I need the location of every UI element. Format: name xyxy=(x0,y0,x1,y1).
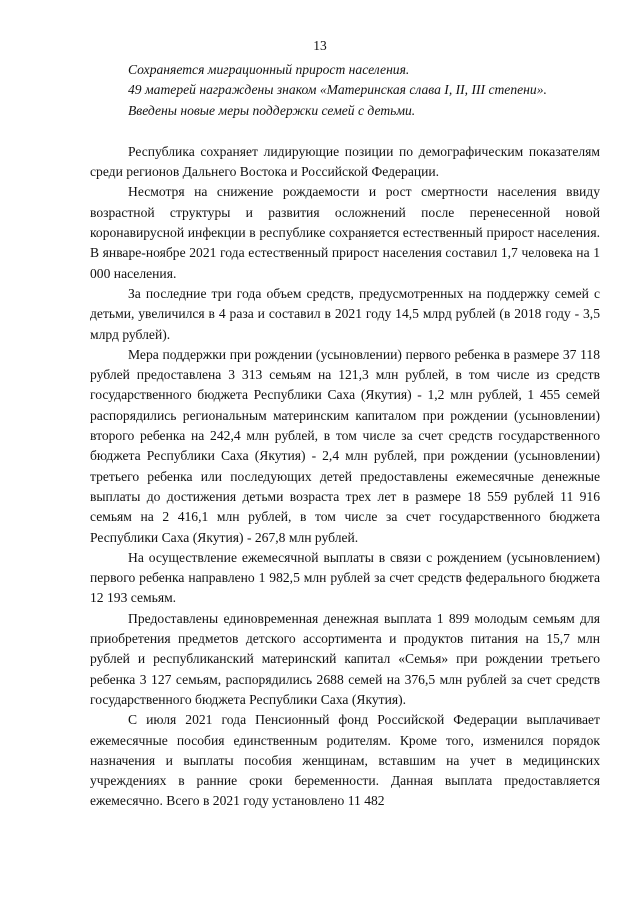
paragraph: За последние три года объем средств, предусмотренных на поддержку семей с детьми, увеличился в 4 раза и составил в 2021 году 14,5 млрд рублей (в 2018 году - 3,5 млрд рублей). xyxy=(90,285,600,342)
paragraph: С июля 2021 года Пенсионный фонд Российской Федерации выплачивает ежемесячные пособия единственным родителям. Кроме того, изменился порядок назначения и выплаты пособия женщинам, вставшим на учет в медицинских учреждениях в ранние сроки беременности. Данная выплата предоставляется ежемесячно. Всего в 2021 году установлено 11 482 xyxy=(90,712,600,809)
body-text xyxy=(90,142,600,812)
paragraph: Несмотря на снижение рождаемости и рост смертности населения ввиду возрастной структуры и развития осложнений после перенесенной новой коронавирусной инфекции в республике сохраняется естественный прирост населения. В январе-ноябре 2021 года естественный прирост населения составил 1,7 человека на 1 000 населения. xyxy=(90,184,600,281)
page-content xyxy=(90,60,600,812)
summary-block xyxy=(90,60,600,121)
summary-line: Введены новые меры поддержки семей с детьми. xyxy=(128,102,416,118)
page-number: 13 xyxy=(313,38,327,53)
paragraph: Мера поддержки при рождении (усыновлении) первого ребенка в размере 37 118 рублей предоставлена 3 313 семьям на 121,3 млн рублей, в том числе из средств государственного бюджета Республики Саха (Якутия) - 1,2 млн рублей, 1 455 семей распорядились региональным материнским капиталом при рождении (усыновлении) второго ребенка на 242,4 млн рублей, в том числе за счет средств государственного бюджета Республики Саха (Якутия) - 2,4 млн рублей, при рождении (усыновлении) третьего ребенка или последующих детей предоставлены ежемесячные денежные выплаты до достижения детьми возраста трех лет в размере 18 559 рублей 11 916 семьям на 2 416,1 млн рублей, в том числе за счет государственного бюджета Республики Саха (Якутия) - 267,8 млн рублей. xyxy=(90,346,600,545)
paragraph: Республика сохраняет лидирующие позиции по демографическим показателям среди регионов Дальнего Востока и Российской Федерации. xyxy=(90,143,600,180)
paragraph: На осуществление ежемесячной выплаты в связи с рождением (усыновлением) первого ребенка направлено 1 982,5 млн рублей за счет средств федерального бюджета 12 193 семьям. xyxy=(90,549,600,606)
summary-line: 49 матерей награждены знаком «Материнская слава I, II, III степени». xyxy=(128,82,547,98)
paragraph: Предоставлены единовременная денежная выплата 1 899 молодым семьям для приобретения предметов детского ассортимента и продуктов питания на 15,7 млн рублей и республиканский материнский капитал «Семья» при рождении третьего ребенка 3 127 семьям, распорядились 2688 семей на 376,5 млн рублей за счет средств государственного бюджета Республики Саха (Якутия). xyxy=(90,610,600,707)
section-spacer xyxy=(90,121,600,142)
summary-line: Сохраняется миграционный прирост населения. xyxy=(128,62,410,77)
